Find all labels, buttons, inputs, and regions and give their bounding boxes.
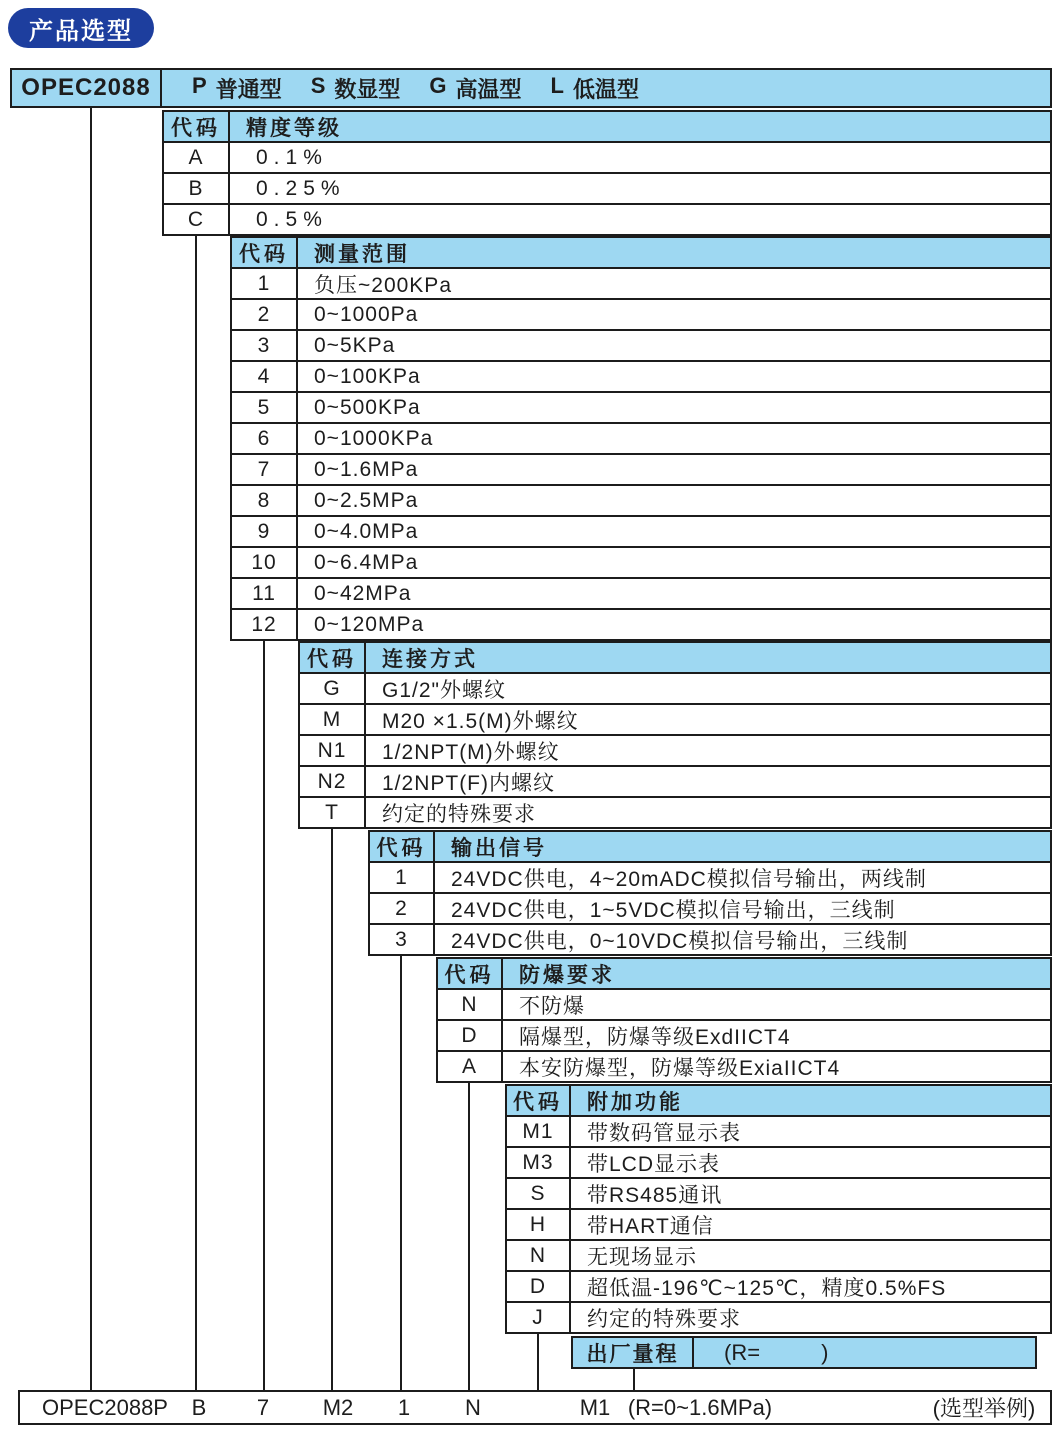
- table-row: [300, 767, 1050, 798]
- connector-line-addition: [537, 1334, 539, 1390]
- table-row: [300, 674, 1050, 705]
- table-header-row: [370, 832, 1050, 863]
- connection-table: [298, 641, 1052, 829]
- code-cell: 2: [232, 300, 298, 329]
- table-header-row: [300, 643, 1050, 674]
- code-cell: 9: [232, 517, 298, 546]
- label-cell: 带HART通信: [587, 1214, 714, 1238]
- label-cell: 0~1000Pa: [314, 302, 419, 326]
- code-cell: N: [507, 1241, 571, 1270]
- connector-line-factory-range: [633, 1369, 635, 1390]
- example-addition-code: M1: [579, 1394, 611, 1420]
- code-cell: M: [300, 705, 366, 734]
- label-cell: 0~1.6MPa: [314, 457, 419, 481]
- type-code: S: [310, 72, 326, 98]
- table-header-row: [232, 238, 1050, 269]
- factory-range-label: 出厂量程: [573, 1338, 694, 1367]
- table-row: [232, 393, 1050, 424]
- table-row: [507, 1117, 1050, 1148]
- code-cell: 1: [370, 863, 435, 892]
- type-label: 普通型: [215, 76, 282, 102]
- example-range-value: (R=0~1.6MPa): [627, 1394, 773, 1420]
- code-cell: 4: [232, 362, 298, 391]
- table-row: [300, 798, 1050, 827]
- code-cell: 8: [232, 486, 298, 515]
- factory-range-row: [571, 1336, 1037, 1369]
- label-cell: 0.25%: [256, 176, 346, 200]
- table-row: [507, 1179, 1050, 1210]
- factory-range-value: (R= ): [724, 1339, 829, 1365]
- code-cell: M3: [507, 1148, 571, 1177]
- table-row: [232, 517, 1050, 548]
- code-header-cell: 代码: [507, 1086, 571, 1115]
- code-cell: 2: [370, 894, 435, 923]
- table-row: [438, 1021, 1050, 1052]
- code-cell: 3: [232, 331, 298, 360]
- type-option-l: [551, 73, 639, 104]
- accuracy-table: [162, 110, 1052, 236]
- label-cell: 带RS485通讯: [587, 1183, 723, 1207]
- table-row: [438, 990, 1050, 1021]
- type-code: L: [550, 72, 564, 98]
- label-cell: 负压~200KPa: [314, 273, 452, 297]
- table-row: [164, 205, 1050, 234]
- code-cell: H: [507, 1210, 571, 1239]
- table-row: [232, 331, 1050, 362]
- table-row: [232, 300, 1050, 331]
- table-row: [370, 894, 1050, 925]
- label-cell: 0~100KPa: [314, 364, 421, 388]
- type-option-p: [192, 73, 282, 104]
- code-cell: 6: [232, 424, 298, 453]
- example-row: [18, 1390, 1052, 1425]
- section-title-cell: 连接方式: [382, 647, 478, 671]
- table-row: [232, 486, 1050, 517]
- explosion-proof-table: [436, 957, 1052, 1083]
- output-signal-table: [368, 830, 1052, 956]
- label-cell: 隔爆型，防爆等级ExdIICT4: [519, 1025, 791, 1049]
- table-row: [232, 424, 1050, 455]
- type-code: G: [429, 72, 447, 98]
- type-label: 高温型: [455, 76, 522, 102]
- table-row: [300, 705, 1050, 736]
- label-cell: 0~120MPa: [314, 612, 425, 636]
- code-cell: 11: [232, 579, 298, 608]
- table-header-row: [507, 1086, 1050, 1117]
- code-header-cell: 代码: [164, 112, 230, 141]
- example-range-code: 7: [256, 1394, 270, 1420]
- section-title-cell: 测量范围: [314, 242, 410, 266]
- table-row: [438, 1052, 1050, 1081]
- code-cell: N2: [300, 767, 366, 796]
- type-code: P: [192, 72, 207, 98]
- code-cell: A: [438, 1052, 503, 1081]
- type-label: 数显型: [334, 76, 401, 102]
- section-title-cell: 精度等级: [246, 116, 342, 140]
- code-cell: N1: [300, 736, 366, 765]
- table-row: [507, 1272, 1050, 1303]
- code-cell: C: [164, 205, 230, 234]
- label-cell: 无现场显示: [587, 1245, 697, 1269]
- label-cell: G1/2"外螺纹: [382, 678, 506, 702]
- example-explosion-code: N: [465, 1394, 481, 1420]
- label-cell: 不防爆: [519, 994, 585, 1018]
- model-header-row: [10, 68, 1052, 108]
- label-cell: 0~5KPa: [314, 333, 396, 357]
- table-header-row: [164, 112, 1050, 143]
- example-connection-code: M2: [322, 1394, 354, 1420]
- connector-line-model: [90, 108, 92, 1390]
- label-cell: 0~6.4MPa: [314, 550, 419, 574]
- code-cell: G: [300, 674, 366, 703]
- table-row: [507, 1303, 1050, 1332]
- label-cell: 本安防爆型，防爆等级ExiaIICT4: [519, 1056, 841, 1080]
- connector-line-explosion: [468, 1083, 470, 1390]
- label-cell: 超低温-196℃~125℃，精度0.5%FS: [587, 1276, 947, 1300]
- connector-line-range: [263, 641, 265, 1390]
- label-cell: 带LCD显示表: [587, 1152, 721, 1176]
- label-cell: 24VDC供电，1~5VDC模拟信号输出，三线制: [451, 898, 896, 922]
- table-row: [164, 143, 1050, 174]
- label-cell: 24VDC供电，0~10VDC模拟信号输出，三线制: [451, 929, 909, 953]
- label-cell: 约定的特殊要求: [587, 1307, 741, 1331]
- model-cell: OPEC2088: [12, 70, 162, 106]
- range-table: [230, 236, 1052, 641]
- table-row: [232, 269, 1050, 300]
- label-cell: 带数码管显示表: [587, 1121, 741, 1145]
- type-option-s: [311, 73, 401, 104]
- table-row: [232, 610, 1050, 639]
- connector-line-accuracy: [195, 236, 197, 1390]
- label-cell: 0.5%: [256, 207, 328, 231]
- label-cell: 24VDC供电，4~20mADC模拟信号输出，两线制: [451, 867, 927, 891]
- code-cell: 3: [370, 925, 435, 954]
- table-row: [232, 579, 1050, 610]
- code-cell: J: [507, 1303, 571, 1332]
- table-row: [370, 863, 1050, 894]
- table-header-row: [438, 959, 1050, 990]
- additional-function-table: [505, 1084, 1052, 1334]
- section-title-cell: 附加功能: [587, 1090, 683, 1114]
- code-header-cell: 代码: [370, 832, 435, 861]
- label-cell: 0~1000KPa: [314, 426, 434, 450]
- label-cell: 0~42MPa: [314, 581, 412, 605]
- section-title-cell: 防爆要求: [519, 963, 615, 987]
- code-cell: A: [164, 143, 230, 172]
- table-row: [232, 362, 1050, 393]
- code-header-cell: 代码: [232, 238, 298, 267]
- label-cell: 0~2.5MPa: [314, 488, 419, 512]
- code-cell: M1: [507, 1117, 571, 1146]
- code-cell: 7: [232, 455, 298, 484]
- type-options: [162, 70, 1050, 106]
- page-title-badge: 产品选型: [8, 8, 154, 48]
- table-row: [300, 736, 1050, 767]
- example-model: OPEC2088P: [42, 1394, 168, 1420]
- code-header-cell: 代码: [438, 959, 503, 988]
- section-title-cell: 输出信号: [451, 836, 547, 860]
- label-cell: 1/2NPT(F)内螺纹: [382, 771, 556, 795]
- example-output-code: 1: [397, 1394, 411, 1420]
- code-cell: 12: [232, 610, 298, 639]
- label-cell: 约定的特殊要求: [382, 802, 536, 826]
- example-accuracy-code: B: [191, 1394, 207, 1420]
- connector-line-output: [400, 956, 402, 1390]
- type-option-g: [429, 73, 521, 104]
- code-header-cell: 代码: [300, 643, 366, 672]
- example-note: (选型举例): [932, 1396, 1036, 1421]
- code-cell: S: [507, 1179, 571, 1208]
- table-row: [507, 1148, 1050, 1179]
- code-cell: 5: [232, 393, 298, 422]
- label-cell: 0~4.0MPa: [314, 519, 419, 543]
- code-cell: T: [300, 798, 366, 827]
- label-cell: 0.1%: [256, 145, 328, 169]
- type-label: 低温型: [573, 76, 640, 102]
- table-row: [232, 455, 1050, 486]
- code-cell: 1: [232, 269, 298, 298]
- table-row: [507, 1210, 1050, 1241]
- label-cell: 0~500KPa: [314, 395, 421, 419]
- table-row: [370, 925, 1050, 954]
- label-cell: 1/2NPT(M)外螺纹: [382, 740, 560, 764]
- connector-line-connection: [331, 829, 333, 1390]
- table-row: [232, 548, 1050, 579]
- code-cell: D: [507, 1272, 571, 1301]
- code-cell: N: [438, 990, 503, 1019]
- code-cell: 10: [232, 548, 298, 577]
- code-cell: D: [438, 1021, 503, 1050]
- label-cell: M20 ×1.5(M)外螺纹: [382, 709, 579, 733]
- table-row: [164, 174, 1050, 205]
- code-cell: B: [164, 174, 230, 203]
- table-row: [507, 1241, 1050, 1272]
